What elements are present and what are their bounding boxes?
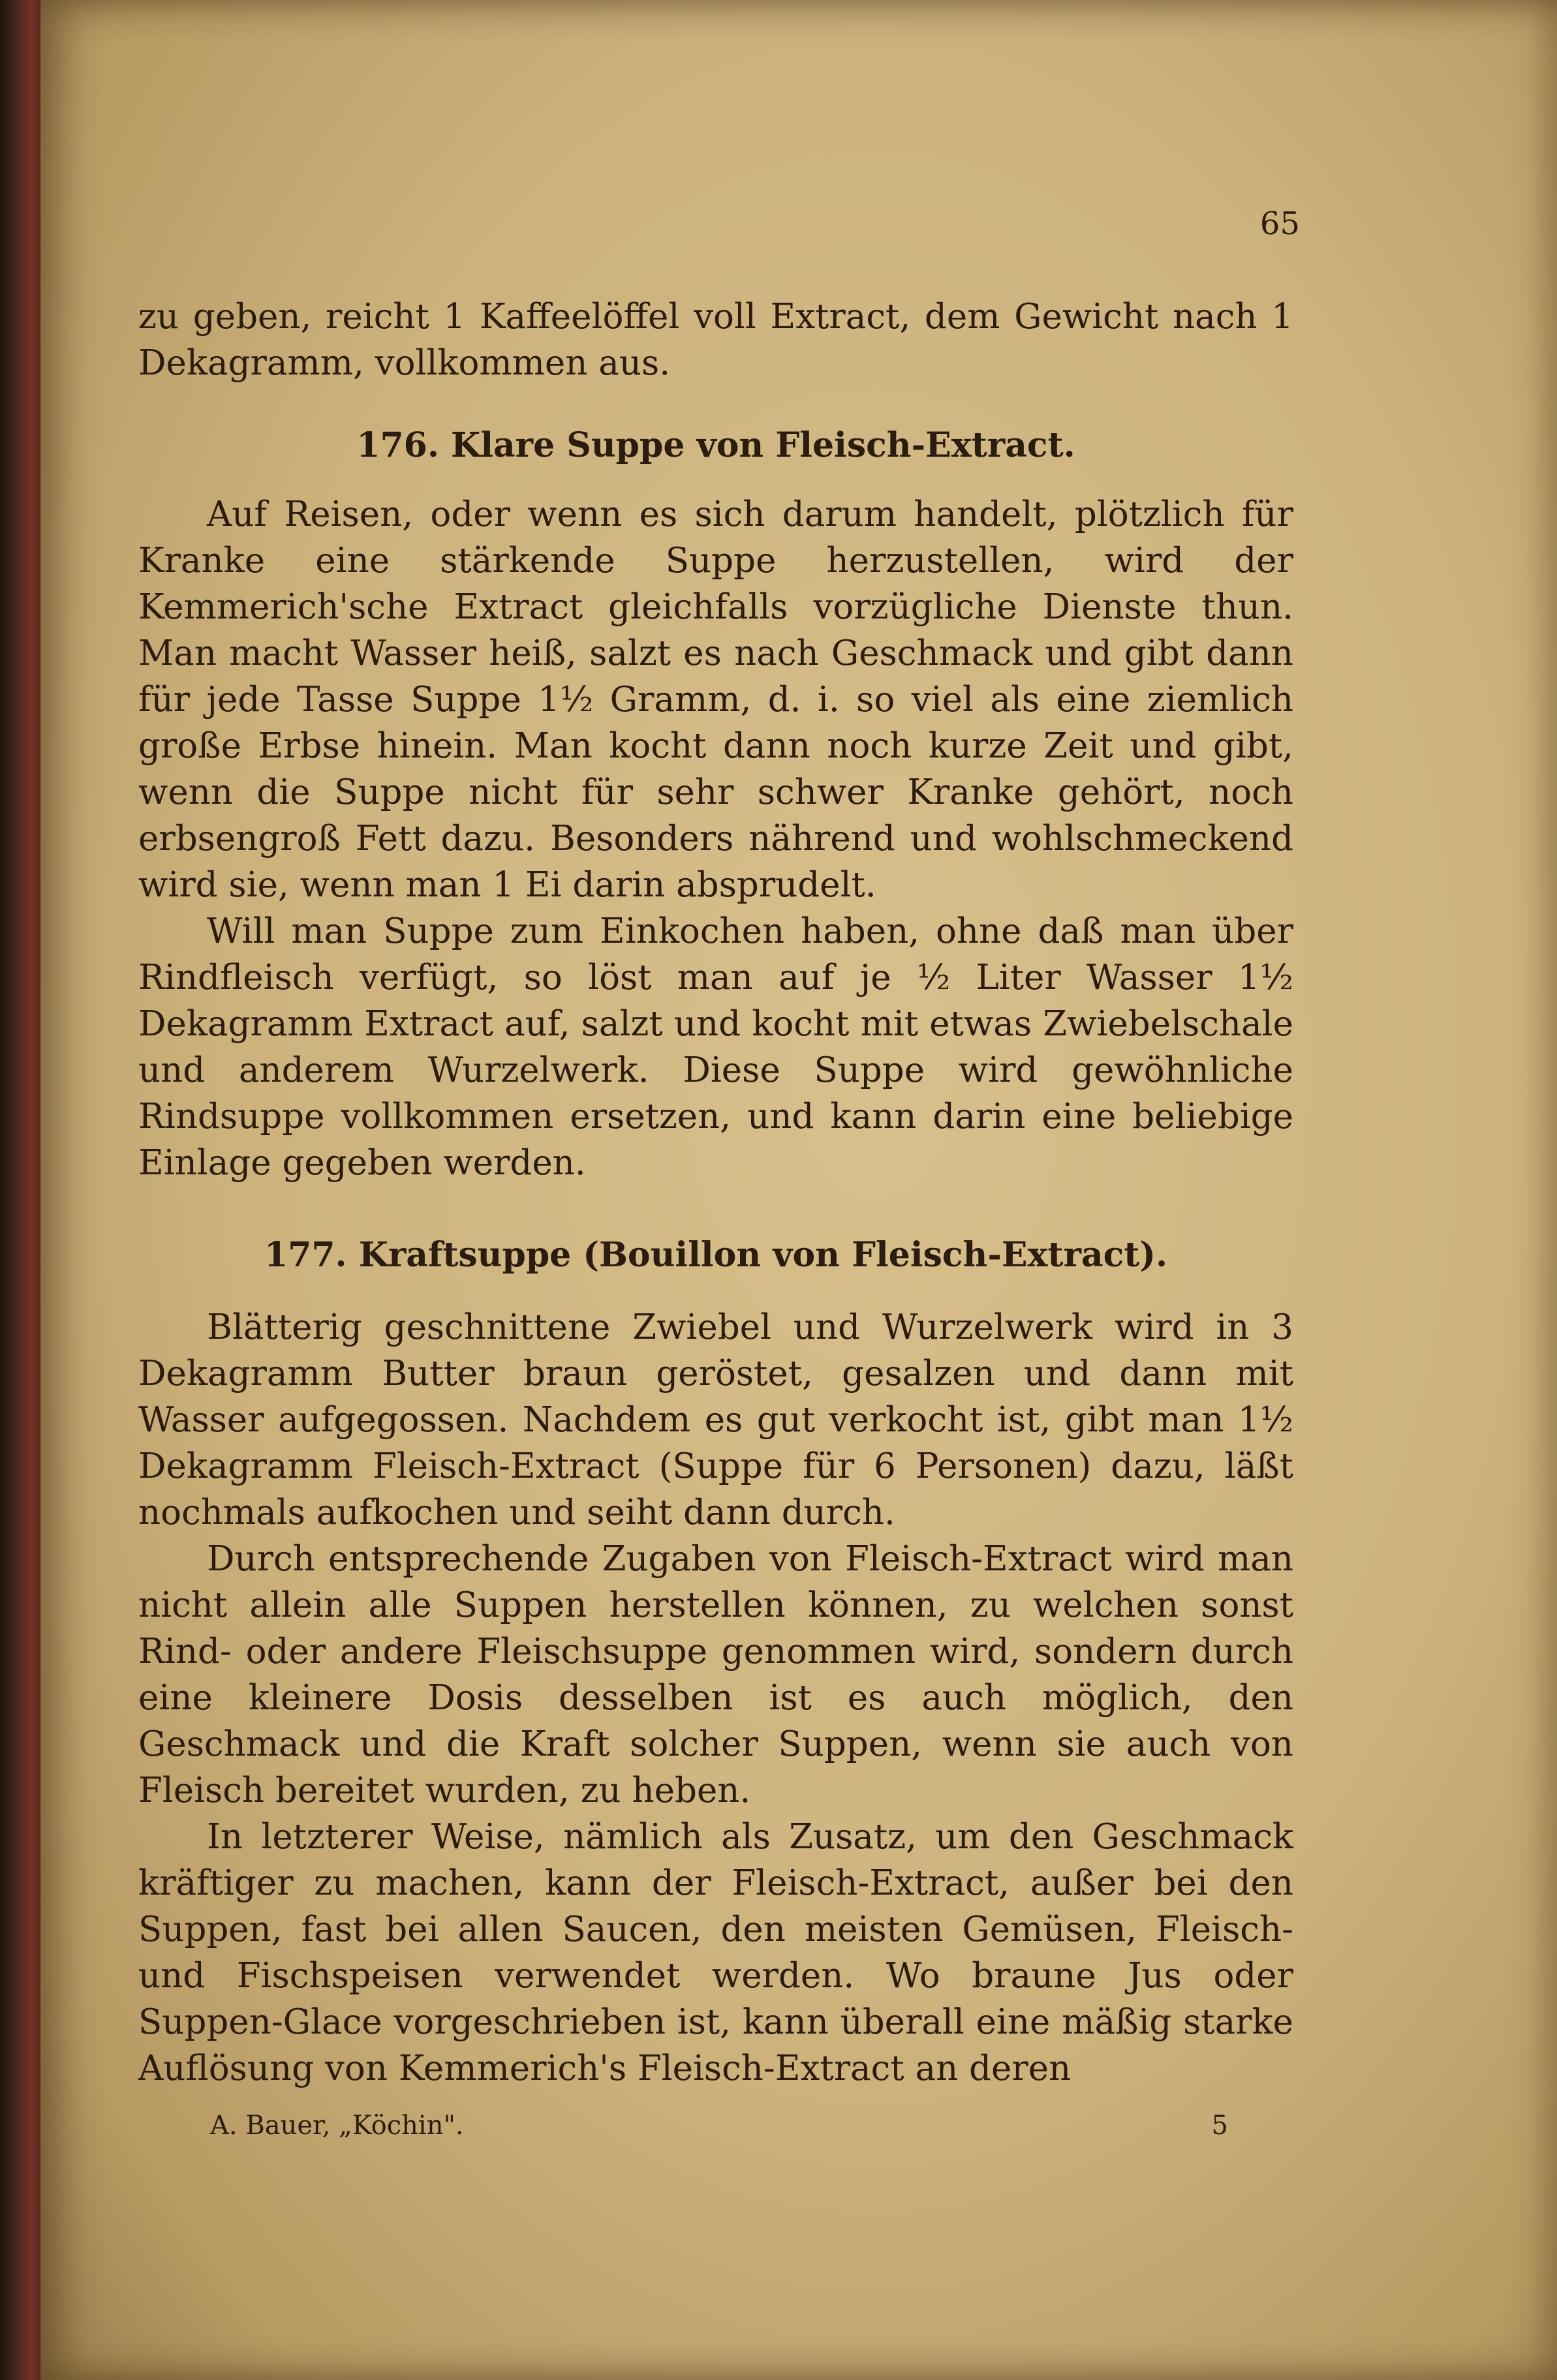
signature-mark: 5 — [1211, 2111, 1228, 2141]
running-title: A. Bauer, „Köchin". — [210, 2111, 464, 2141]
book-page — [40, 0, 1557, 2380]
page-footer — [210, 2111, 1228, 2141]
page-number: 65 — [1259, 206, 1300, 242]
book-spine — [0, 0, 46, 2380]
recipe-176-paragraph-1: Auf Reisen, oder wenn es sich darum handelt, plötzlich für Kranke eine stärkende Suppe herzustellen, wird der Kemmerich'sche Extract gleichfalls vorzügliche Dienste thun. Man macht Wasser heiß, salzt es nach Geschmack und gibt dann für jede Tasse Suppe 1½ Gramm, d. i. so viel als eine ziemlich große Erbse hinein. Man kocht dann noch kurze Zeit und gibt, wenn die Suppe nicht für sehr schwer Kranke gehört, noch erbsengroß Fett dazu. Besonders nährend und wohlschmeckend wird sie, wenn man 1 Ei darin absprudelt. — [138, 495, 1293, 905]
recipe-176-paragraph-2: Will man Suppe zum Einkochen haben, ohne daß man über Rindfleisch verfügt, so löst man auf je ½ Liter Wasser 1½ Dekagramm Extract auf, salzt und kocht mit etwas Zwiebelschale und anderem Wurzelwerk. Diese Suppe wird gewöhnliche Rindsuppe vollkommen ersetzen, und kann darin eine beliebige Einlage gegeben werden. — [138, 911, 1293, 1183]
text-block — [138, 294, 1293, 2092]
recipe-177-heading: 177. Kraftsuppe (Bouillon von Fleisch-Extract). — [264, 1235, 1168, 1275]
recipe-176-heading: 176. Klare Suppe von Fleisch-Extract. — [356, 425, 1075, 465]
continuation-paragraph: zu geben, reicht 1 Kaffeelöffel voll Extract, dem Gewicht nach 1 Dekagramm, vollkommen aus. — [138, 297, 1293, 383]
recipe-177-paragraph-3: In letzterer Weise, nämlich als Zusatz, um den Geschmack kräftiger zu machen, kann der Fleisch-Extract, außer bei den Suppen, fast bei allen Saucen, den meisten Gemüsen, Fleisch- und Fischspeisen verwendet werden. Wo braune Jus oder Suppen-Glace vorgeschrieben ist, kann überall eine mäßig starke Auflösung von Kemmerich's Fleisch-Extract an deren — [138, 1817, 1293, 2088]
recipe-177-paragraph-2: Durch entsprechende Zugaben von Fleisch-Extract wird man nicht allein alle Suppen herstellen können, zu welchen sonst Rind- oder andere Fleischsuppe genommen wird, sondern durch eine kleinere Dosis desselben ist es auch möglich, den Geschmack und die Kraft solcher Suppen, wenn sie auch von Fleisch bereitet wurden, zu heben. — [138, 1539, 1293, 1810]
recipe-177-paragraph-1: Blätterig geschnittene Zwiebel und Wurzelwerk wird in 3 Dekagramm Butter braun geröstet, gesalzen und dann mit Wasser aufgegossen. Nachdem es gut verkocht ist, gibt man 1½ Dekagramm Fleisch-Extract (Suppe für 6 Personen) dazu, läßt nochmals aufkochen und seiht dann durch. — [138, 1307, 1293, 1533]
